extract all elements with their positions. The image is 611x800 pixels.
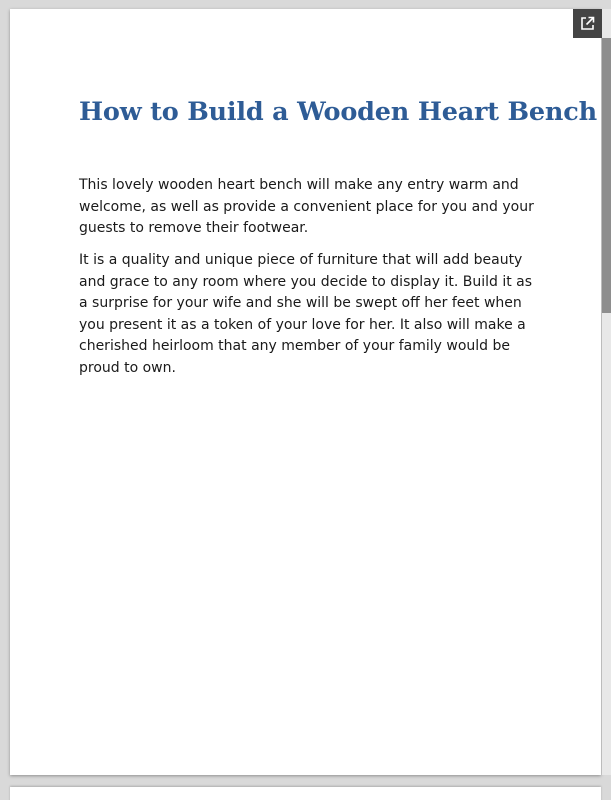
- popout-button[interactable]: [573, 9, 602, 38]
- next-page-preview: [10, 787, 601, 800]
- open-in-new-window-icon: [580, 16, 595, 31]
- paragraph-description: It is a quality and unique piece of furniture that will add beauty and grace to any room where you decide to display it. Build it as a surprise for your wife and she will be swept off her feet when you present it as a token of your love for her. It also will make a cherished heirloom that any member of your family would be proud to own.: [79, 252, 533, 376]
- scrollbar-thumb[interactable]: [602, 38, 611, 313]
- paragraph-intro: This lovely wooden heart bench will make any entry warm and welcome, as well as provide a convenient place for you and your guests to remove their footwear.: [79, 177, 534, 237]
- document-title: How to Build a Wooden Heart Bench: [79, 97, 597, 127]
- document-page: [10, 9, 601, 775]
